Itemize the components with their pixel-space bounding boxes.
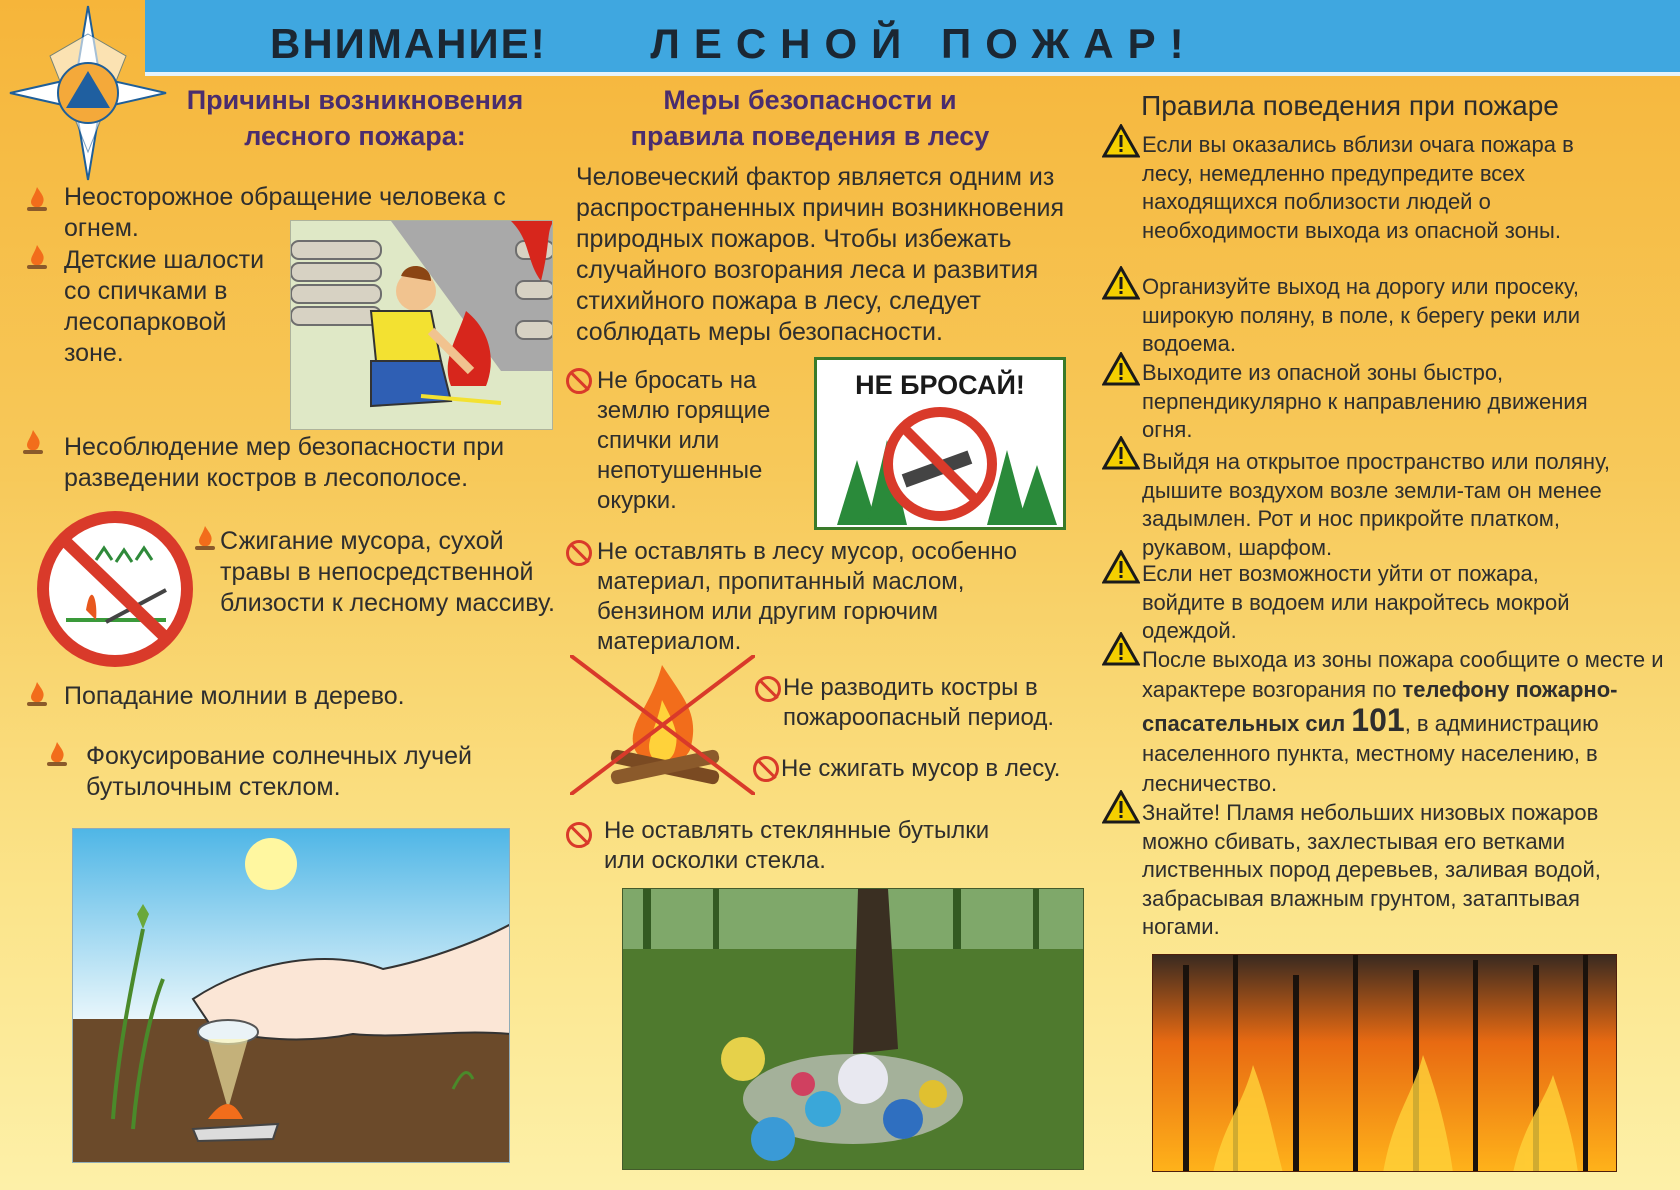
fire-rule-3: Выходите из опасной зоны быстро, перпендикулярно к направлению движения огня. [1142, 360, 1588, 442]
fire-rule-6-phone-number: 101 [1351, 702, 1405, 738]
fire-rule-1: Если вы оказались вблизи очага пожара в лесу, немедленно предупредите всех находящихся поблизости людей о необходимости выхода из опасной зоны. [1142, 132, 1574, 243]
fire-rule-6-text-end: , в администрацию населенного пункта, местному населению, в лесничество. [1142, 711, 1599, 796]
prohibit-icon [566, 822, 592, 848]
title-forest-fire: ЛЕСНОЙ ПОЖАР! [650, 20, 1198, 67]
col1-title [160, 82, 550, 154]
safety-rule-3: Не разводить костры в пожароопасный период. [783, 674, 1055, 731]
child-matches-picture [290, 220, 553, 430]
cause-item-1: Неосторожное обращение человека с огнем. [64, 183, 506, 242]
cause-item-3: Несоблюдение мер безопасности при разведении костров в лесополосе. [64, 433, 505, 492]
campfire-bullet-icon [24, 680, 50, 710]
sign-text: НЕ БРОСАЙ! [855, 370, 1025, 400]
fire-rule-6 [1142, 645, 1672, 799]
campfire-bullet-icon [192, 524, 218, 554]
fire-rule-4: Выйдя на открытое пространство или поляну, дышите воздухом возле земли-там он менее задымлен. Рот и нос прикройте платком, рукавом, шарфом. [1142, 449, 1610, 560]
campfire-bullet-icon [24, 185, 50, 215]
prohibit-icon [755, 676, 781, 702]
cause-item-6: Фокусирование солнечных лучей бутылочным стеклом. [86, 742, 472, 801]
warning-triangle-icon [1102, 632, 1140, 666]
warning-triangle-icon [1102, 124, 1140, 158]
col1-title-line1: Причины возникновения [186, 85, 524, 115]
warning-triangle-icon [1102, 352, 1140, 386]
page-title [270, 20, 1198, 68]
cause-item-4: Сжигание мусора, сухой травы в непосредственной близости к лесному массиву. [220, 527, 555, 617]
prohibit-icon [566, 540, 592, 566]
no-throwing-sign [814, 357, 1066, 530]
campfire-bullet-icon [44, 740, 70, 770]
warning-triangle-icon [1102, 266, 1140, 300]
prohibit-icon [753, 756, 779, 782]
burning-forest-picture [1152, 954, 1617, 1172]
campfire-bullet-icon [24, 243, 50, 273]
col2-title-line2: правила поведения в лесу [630, 121, 990, 151]
safety-rule-2: Не оставлять в лесу мусор, особенно материал, пропитанный маслом, бензином или другим горючим материалом. [597, 538, 1018, 655]
no-campfire-picture [570, 655, 755, 795]
warning-triangle-icon [1102, 550, 1140, 584]
warning-triangle-icon [1102, 436, 1140, 470]
fire-rule-5: Если нет возможности уйти от пожара, войдите в водоем или накройтесь мокрой одеждой. [1142, 561, 1570, 643]
prohibit-icon [566, 368, 592, 394]
col2-title-line1: Меры безопасности и [663, 85, 957, 115]
emblem-star-icon [8, 4, 168, 182]
col3-title: Правила поведения при пожаре [1141, 90, 1559, 121]
fire-rule-6-phone-label: телефону пожарно-спасательных сил [1142, 677, 1618, 736]
forest-litter-picture [622, 888, 1084, 1170]
no-burning-grass-sign [36, 510, 194, 668]
col2-intro: Человеческий фактор является одним из распространенных причин возникновения природных пожаров. Чтобы избежать случайного возгорания леса и развития стихийного пожара в лесу, следует соблюдать меры безопасности. [576, 163, 1065, 346]
campfire-bullet-icon [20, 428, 46, 458]
cause-item-2: Детские шалости со спичками в лесопарковой зоне. [64, 246, 265, 367]
fire-rule-2: Организуйте выход на дорогу или просеку, широкую поляну, в поле, к берегу реки или водоема. [1142, 274, 1581, 356]
sun-glass-picture [72, 828, 510, 1163]
fire-rule-7: Знайте! Пламя небольших низовых пожаров можно сбивать, захлестывая его ветками лиственных пород деревьев, заливая водой, забрасывая влажным грунтом, затаптывая ногами. [1142, 800, 1601, 939]
cause-item-5: Попадание молнии в дерево. [64, 682, 405, 710]
fire-rule-6-text: После выхода из зоны пожара сообщите о месте и характере возгорания по [1142, 647, 1664, 702]
title-attention: ВНИМАНИЕ! [270, 20, 547, 67]
col1-title-line2: лесного пожара: [244, 121, 466, 151]
safety-rule-1: Не бросать на землю горящие спички или непотушенные окурки. [597, 367, 771, 514]
safety-rule-4: Не сжигать мусор в лесу. [781, 755, 1061, 782]
warning-triangle-icon [1102, 790, 1140, 824]
col2-title [580, 82, 1040, 154]
safety-rule-5: Не оставлять стеклянные бутылки или осколки стекла. [604, 817, 990, 874]
